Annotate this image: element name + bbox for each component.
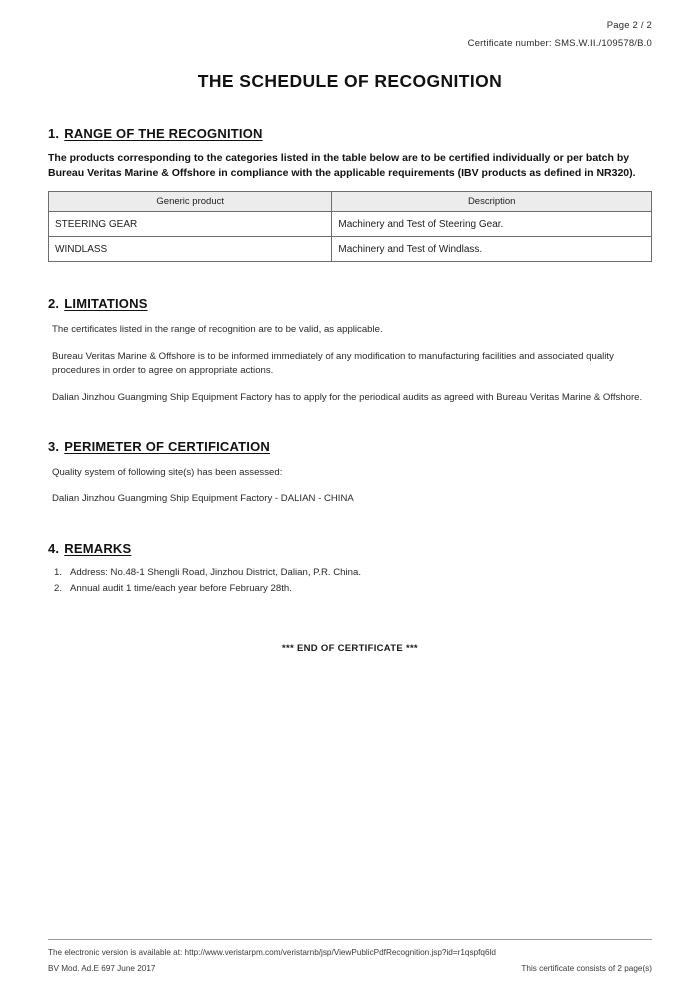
section-number-perimeter: 3. <box>48 439 60 454</box>
cell-description: Machinery and Test of Steering Gear. <box>332 212 652 237</box>
footer-divider <box>48 939 652 940</box>
perimeter-site: Dalian Jinzhou Guangming Ship Equipment Factory - DALIAN - CHINA <box>52 493 354 505</box>
table-row <box>49 212 652 237</box>
cell-generic-product: STEERING GEAR <box>49 212 332 237</box>
range-intro-paragraph: The products corresponding to the categories listed in the table below are to be certified individually or per batch by Bureau Veritas Marine & Offshore in compliance with the applicable requirements (IBV products as defined in NR320). <box>48 152 636 180</box>
table-row <box>49 237 652 262</box>
list-item <box>54 582 652 597</box>
section-number-remarks: 4. <box>48 540 60 556</box>
document-header <box>48 0 652 49</box>
remark-marker: 1. <box>54 566 63 578</box>
section-number-range: 1. <box>48 126 60 141</box>
page-count-note: This certificate consists of 2 page(s) <box>521 963 652 973</box>
section-title-limitations: LIMITATIONS <box>64 296 148 312</box>
section-heading-range <box>48 126 652 141</box>
limitations-paragraph-1: The certificates listed in the range of recognition are to be valid, as applicable. <box>52 324 383 336</box>
page-title: THE SCHEDULE OF RECOGNITION <box>197 71 503 91</box>
section-heading-limitations <box>48 296 652 311</box>
section-title-remarks: REMARKS <box>64 540 132 556</box>
page-footer <box>48 939 652 975</box>
section-title-perimeter: PERIMETER OF CERTIFICATION <box>64 439 270 454</box>
section-heading-remarks <box>48 541 652 556</box>
cell-generic-product: WINDLASS <box>49 237 332 262</box>
table-header-row <box>49 192 652 212</box>
remark-marker: 2. <box>54 582 63 594</box>
column-header-description: Description <box>332 192 652 212</box>
remark-text: Address: No.48-1 Shengli Road, Jinzhou District, Dalian, P.R. China. <box>70 566 361 578</box>
perimeter-paragraph-1: Quality system of following site(s) has been assessed: <box>52 467 283 478</box>
list-item <box>54 566 652 581</box>
products-table <box>48 191 652 262</box>
column-header-generic-product: Generic product <box>49 192 332 212</box>
section-title-range: RANGE OF THE RECOGNITION <box>64 126 263 141</box>
certificate-number: Certificate number: SMS.W.II./109578/B.0 <box>467 38 652 49</box>
end-of-certificate-marker: *** END OF CERTIFICATE *** <box>282 642 418 654</box>
electronic-version-note: The electronic version is available at: http://www.veristarpm.com/veristarnb/jsp/ViewPublicPdfRecognition.jsp?id=r1qspfq6ld <box>48 948 496 958</box>
cell-description: Machinery and Test of Windlass. <box>332 237 652 262</box>
limitations-paragraph-2: Bureau Veritas Marine & Offshore is to be informed immediately of any modification to manufacturing facilities and associated quality procedures in order to agree on appropriate actions. <box>52 350 614 377</box>
remark-text: Annual audit 1 time/each year before February 28th. <box>70 582 292 594</box>
limitations-paragraph-3: Dalian Jinzhou Guangming Ship Equipment Factory has to apply for the periodical audits as agreed with Bureau Veritas Marine & Offshore. <box>52 391 643 403</box>
form-reference: BV Mod. Ad.E 697 June 2017 <box>48 963 156 973</box>
remarks-list <box>48 566 652 597</box>
section-number-limitations: 2. <box>48 296 60 312</box>
section-heading-perimeter <box>48 439 652 454</box>
page-indicator: Page 2 / 2 <box>606 20 652 31</box>
